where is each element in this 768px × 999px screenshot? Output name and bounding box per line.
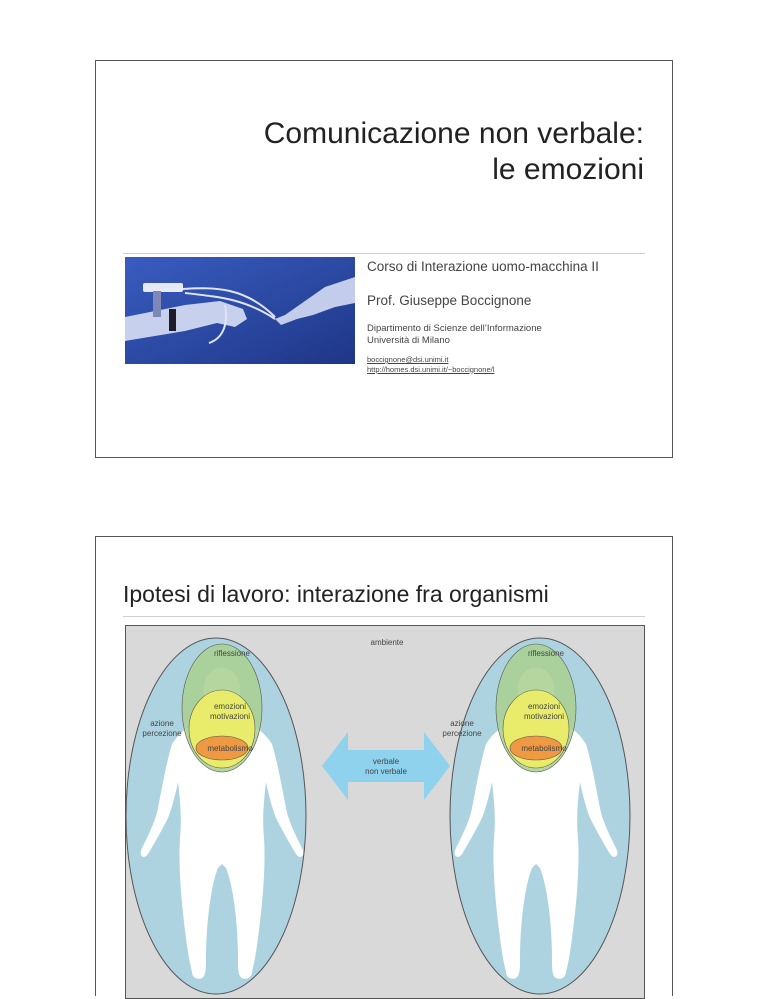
title-line-2: le emozioni — [492, 153, 644, 186]
department-line-1: Dipartimento di Scienze dell’Informazione — [367, 323, 542, 334]
reflection-label-left: riflessione — [213, 649, 251, 658]
content-slide — [95, 536, 673, 996]
contact-links — [367, 355, 667, 374]
emotions-label-left-1: emozioni — [213, 702, 247, 711]
organisms-diagram — [125, 625, 645, 999]
left-organism — [126, 638, 306, 994]
action-label-left-1: azione — [150, 719, 174, 728]
email-link[interactable]: boccignone@dsi.unimi.it — [367, 355, 449, 364]
action-label-right-2: percezione — [442, 729, 482, 738]
environment-label: ambiente — [370, 638, 404, 647]
arrow-label-1: verbale — [372, 757, 400, 766]
arrow-label-2: non verbale — [365, 767, 407, 776]
hands-photo — [125, 257, 355, 364]
action-label-left-2: percezione — [142, 729, 182, 738]
professor-name: Prof. Giuseppe Boccignone — [367, 293, 532, 308]
right-organism — [450, 638, 630, 994]
title-line-1: Comunicazione non verbale: — [263, 117, 644, 150]
department-line-2: Università di Milano — [367, 334, 450, 346]
slide-title — [264, 116, 644, 188]
website-link[interactable]: http://homes.dsi.unimi.it/~boccignone/l — [367, 364, 495, 374]
reflection-label-right: riflessione — [527, 649, 565, 658]
emotions-label-right-2: motivazioni — [523, 712, 565, 721]
title-divider — [123, 616, 645, 617]
metabolism-label-right: metabolismo — [521, 744, 567, 753]
title-divider — [123, 253, 645, 254]
title-slide — [95, 60, 673, 458]
communication-arrow — [322, 732, 450, 800]
emotions-label-left-2: motivazioni — [209, 712, 251, 721]
course-info — [367, 259, 667, 374]
course-name: Corso di Interazione uomo-macchina II — [367, 259, 599, 274]
action-label-right-1: azione — [450, 719, 474, 728]
metabolism-label-left: metabolismo — [207, 744, 253, 753]
slide-title: Ipotesi di lavoro: interazione fra organismi — [123, 581, 549, 607]
emotions-label-right-1: emozioni — [527, 702, 561, 711]
department — [367, 323, 667, 346]
